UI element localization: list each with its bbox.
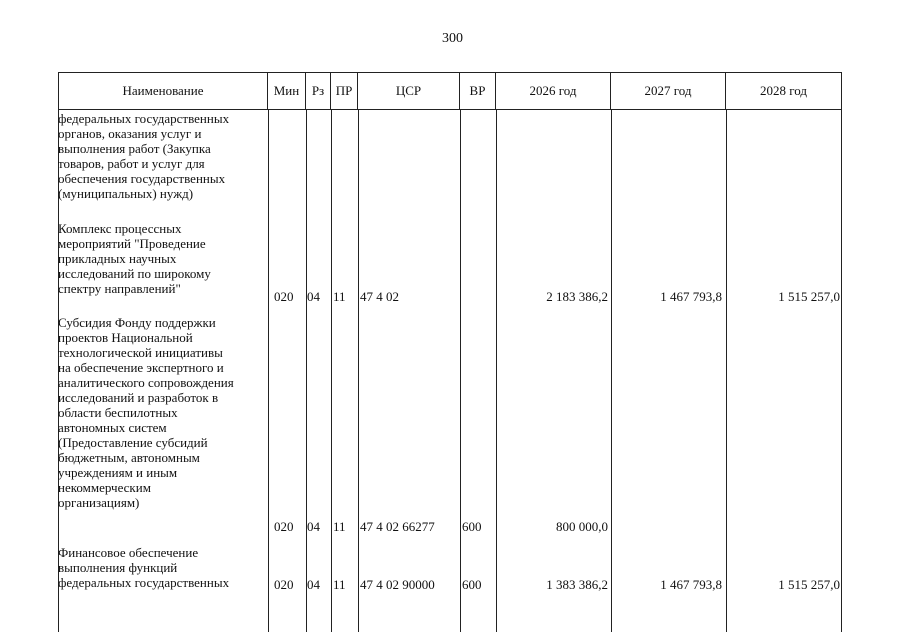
cell-2026: 1 383 386,2 <box>546 577 608 592</box>
column-rule <box>841 110 842 632</box>
cell-vr: 600 <box>462 577 482 592</box>
row-name <box>58 221 266 296</box>
cell-vr: 600 <box>462 519 482 534</box>
cell-rz: 04 <box>307 577 320 592</box>
cell-min: 020 <box>274 519 294 534</box>
name-line: учреждениям и иным <box>58 465 178 480</box>
name-line: выполнения работ (Закупка <box>58 141 211 156</box>
name-line: выполнения функций <box>58 560 178 575</box>
column-rule <box>306 110 307 632</box>
cell-pr: 11 <box>333 519 346 534</box>
column-rule <box>726 110 727 632</box>
row-name <box>58 315 266 510</box>
name-line: аналитического сопровождения <box>58 375 234 390</box>
cell-csr: 47 4 02 <box>360 289 399 304</box>
cell-rz: 04 <box>307 519 320 534</box>
name-line: исследований и разработок в <box>58 390 219 405</box>
name-line: федеральных государственных <box>58 111 230 126</box>
name-line: технологической инициативы <box>58 345 223 360</box>
cell-min: 020 <box>274 577 294 592</box>
name-line: автономных систем <box>58 420 167 435</box>
name-line: обеспечения государственных <box>58 171 226 186</box>
name-line: на обеспечение экспертного и <box>58 360 224 375</box>
header-2026: 2026 год <box>496 72 611 110</box>
cell-pr: 11 <box>333 577 346 592</box>
name-line: Финансовое обеспечение <box>58 545 199 560</box>
cell-2027: 1 467 793,8 <box>660 577 722 592</box>
header-csr: ЦСР <box>358 72 460 110</box>
name-line: (муниципальных) нужд) <box>58 186 194 201</box>
column-rule <box>611 110 612 632</box>
name-line: бюджетным, автономным <box>58 450 200 465</box>
cell-csr: 47 4 02 66277 <box>360 519 435 534</box>
header-2027: 2027 год <box>611 72 726 110</box>
name-line: исследований по широкому <box>58 266 211 281</box>
cell-rz: 04 <box>307 289 320 304</box>
column-rule <box>460 110 461 632</box>
name-line: федеральных государственных <box>58 575 230 590</box>
name-line: Комплекс процессных <box>58 221 182 236</box>
cell-2026: 800 000,0 <box>556 519 608 534</box>
header-2028: 2028 год <box>726 72 842 110</box>
name-line: органов, оказания услуг и <box>58 126 202 141</box>
header-vr: ВР <box>460 72 496 110</box>
name-line: проектов Национальной <box>58 330 193 345</box>
name-line: прикладных научных <box>58 251 177 266</box>
column-rule <box>496 110 497 632</box>
column-rule <box>268 110 269 632</box>
column-rule <box>331 110 332 632</box>
row-name <box>58 111 266 201</box>
cell-min: 020 <box>274 289 294 304</box>
header-rz: Рз <box>306 72 331 110</box>
cell-2026: 2 183 386,2 <box>546 289 608 304</box>
cell-csr: 47 4 02 90000 <box>360 577 435 592</box>
cell-2027: 1 467 793,8 <box>660 289 722 304</box>
row-name <box>58 545 266 590</box>
name-line: области беспилотных <box>58 405 178 420</box>
header-name: Наименование <box>58 72 268 110</box>
name-line: мероприятий "Проведение <box>58 236 206 251</box>
name-line: спектру направлений" <box>58 281 181 296</box>
name-line: организациям) <box>58 495 140 510</box>
budget-table <box>58 72 842 632</box>
cell-2028: 1 515 257,0 <box>778 289 840 304</box>
name-line: товаров, работ и услуг для <box>58 156 205 171</box>
name-line: Субсидия Фонду поддержки <box>58 315 216 330</box>
page-number: 300 <box>442 31 463 46</box>
name-line: (Предоставление субсидий <box>58 435 208 450</box>
header-min: Мин <box>268 72 306 110</box>
name-line: некоммерческим <box>58 480 151 495</box>
cell-2028: 1 515 257,0 <box>778 577 840 592</box>
column-rule <box>358 110 359 632</box>
header-pr: ПР <box>331 72 358 110</box>
cell-pr: 11 <box>333 289 346 304</box>
